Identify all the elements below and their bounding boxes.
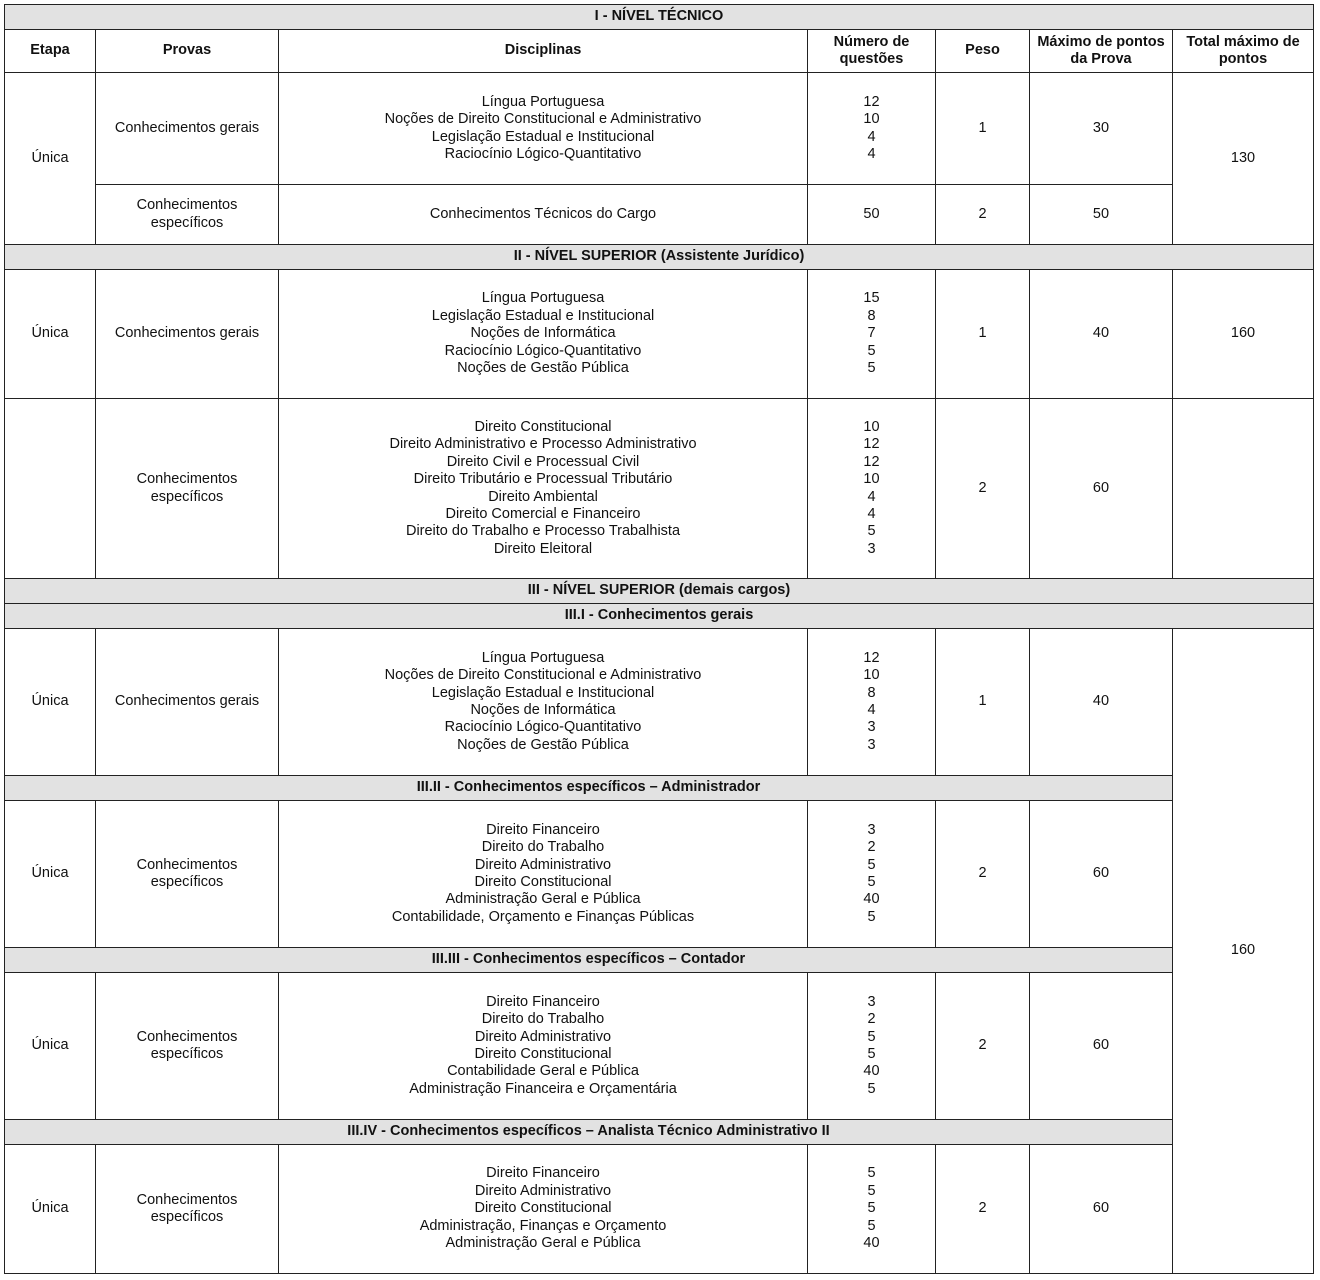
questoes-cell: 12 10 4 4 [807,72,936,185]
maximo-cell: 60 [1029,800,1173,948]
subsection-title: III.III - Conhecimentos específicos – Contador [4,947,1173,973]
peso-cell: 2 [935,1144,1030,1274]
provas-cell: Conhecimentos específicos [95,1144,279,1274]
maximo-cell: 40 [1029,269,1173,399]
total-cell: 160 [1172,628,1314,1274]
section-title: III - NÍVEL SUPERIOR (demais cargos) [4,578,1314,604]
questoes-cell: 5 5 5 5 40 [807,1144,936,1274]
etapa-cell: Única [4,269,96,399]
maximo-cell: 40 [1029,628,1173,776]
disciplinas-cell: Língua Portuguesa Noções de Direito Constitucional e Administrativo Legislação Estadual e Institucional Noções de Informática Raciocínio Lógico-Quantitativo Noções de Gestão Pública [278,628,808,776]
provas-cell: Conhecimentos específicos [95,184,279,245]
peso-cell: 2 [935,184,1030,245]
questoes-cell: 3 2 5 5 40 5 [807,972,936,1120]
subsection-title: III.II - Conhecimentos específicos – Administrador [4,775,1173,801]
disciplinas-cell: Conhecimentos Técnicos do Cargo [278,184,808,245]
header-etapa: Etapa [4,29,96,73]
total-cell: 130 [1172,72,1314,245]
questoes-cell: 15 8 7 5 5 [807,269,936,399]
provas-cell: Conhecimentos específicos [95,800,279,948]
provas-cell: Conhecimentos gerais [95,72,279,185]
header-peso: Peso [935,29,1030,73]
provas-cell: Conhecimentos específicos [95,398,279,579]
section-title: II - NÍVEL SUPERIOR (Assistente Jurídico) [4,244,1314,270]
provas-cell: Conhecimentos gerais [95,269,279,399]
questoes-cell: 3 2 5 5 40 5 [807,800,936,948]
etapa-cell-empty [4,398,96,579]
etapa-cell: Única [4,628,96,776]
header-disciplinas: Disciplinas [278,29,808,73]
etapa-cell: Única [4,1144,96,1274]
header-total-maximo: Total máximo de pontos [1172,29,1314,73]
provas-cell: Conhecimentos gerais [95,628,279,776]
peso-cell: 2 [935,972,1030,1120]
subsection-title: III.IV - Conhecimentos específicos – Analista Técnico Administrativo II [4,1119,1173,1145]
etapa-cell: Única [4,72,96,245]
questoes-cell: 12 10 8 4 3 3 [807,628,936,776]
questoes-cell: 50 [807,184,936,245]
maximo-cell: 60 [1029,972,1173,1120]
maximo-cell: 60 [1029,1144,1173,1274]
disciplinas-cell: Língua Portuguesa Legislação Estadual e Institucional Noções de Informática Raciocínio Lógico-Quantitativo Noções de Gestão Pública [278,269,808,399]
header-numero-questoes: Número de questões [807,29,936,73]
peso-cell: 2 [935,800,1030,948]
total-cell-empty [1172,398,1314,579]
questoes-cell: 10 12 12 10 4 4 5 3 [807,398,936,579]
peso-cell: 1 [935,72,1030,185]
total-cell: 160 [1172,269,1314,399]
maximo-cell: 60 [1029,398,1173,579]
provas-cell: Conhecimentos específicos [95,972,279,1120]
disciplinas-cell: Direito Financeiro Direito do Trabalho Direito Administrativo Direito Constitucional Contabilidade Geral e Pública Administração Financeira e Orçamentária [278,972,808,1120]
peso-cell: 1 [935,269,1030,399]
disciplinas-cell: Direito Financeiro Direito do Trabalho Direito Administrativo Direito Constitucional Administração Geral e Pública Contabilidade, Orçamento e Finanças Públicas [278,800,808,948]
header-maximo-pontos: Máximo de pontos da Prova [1029,29,1173,73]
peso-cell: 1 [935,628,1030,776]
disciplinas-cell: Língua Portuguesa Noções de Direito Constitucional e Administrativo Legislação Estadual e Institucional Raciocínio Lógico-Quantitativo [278,72,808,185]
header-provas: Provas [95,29,279,73]
maximo-cell: 50 [1029,184,1173,245]
disciplinas-cell: Direito Financeiro Direito Administrativo Direito Constitucional Administração, Finanças e Orçamento Administração Geral e Pública [278,1144,808,1274]
peso-cell: 2 [935,398,1030,579]
maximo-cell: 30 [1029,72,1173,185]
etapa-cell: Única [4,800,96,948]
etapa-cell: Única [4,972,96,1120]
disciplinas-cell: Direito Constitucional Direito Administrativo e Processo Administrativo Direito Civil e Processual Civil Direito Tributário e Processual Tributário Direito Ambiental Direito Comercial e Financeiro Direito do Trabalho e Processo Trabalhista Direito Eleitoral [278,398,808,579]
section-title: I - NÍVEL TÉCNICO [4,4,1314,30]
subsection-title: III.I - Conhecimentos gerais [4,603,1314,629]
